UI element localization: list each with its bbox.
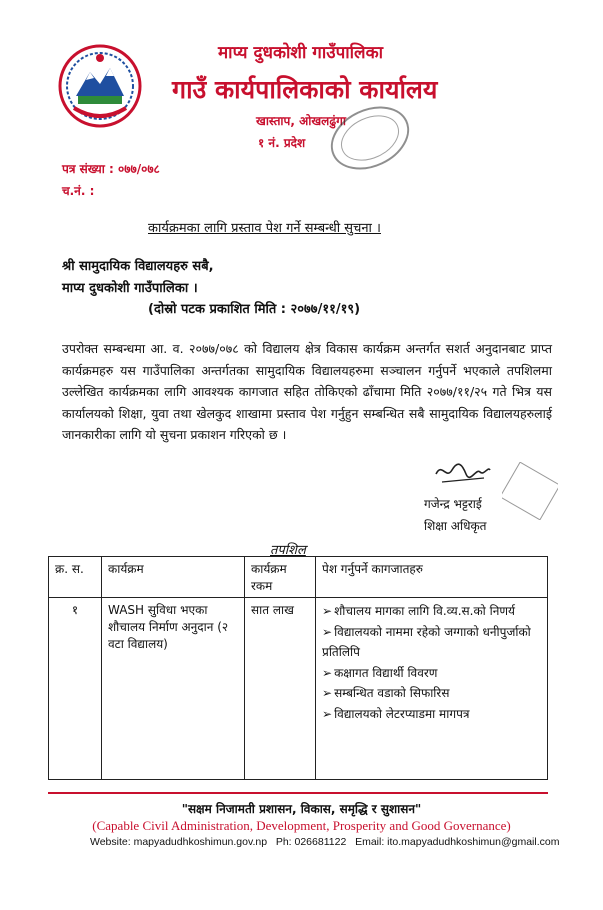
- recipient-line-1: श्री सामुदायिक विद्यालयहरु सबै,: [62, 259, 214, 274]
- contact-line: [90, 836, 559, 848]
- subject-line: कार्यक्रमका लागि प्रस्ताव पेश गर्ने सम्बन्धी सुचना ।: [148, 221, 381, 236]
- doc-item: ➢ विद्यालयको लेटरप्याडमा मागपत्र: [322, 704, 541, 725]
- row-program: WASH सुविधा भएका शौचालय निर्माण अनुदान (२ वटा विद्यालय): [102, 598, 245, 780]
- row-amount: सात लाख: [245, 598, 316, 780]
- office-name: गाउँ कार्यपालिकाको कार्यालय: [172, 75, 438, 104]
- municipality-name: माप्य दुधकोशी गाउँपालिका: [218, 43, 384, 63]
- office-address: खास्ताप, ओखलढुंगा: [256, 114, 346, 128]
- signatory-post: शिक्षा अधिकृत: [424, 519, 487, 533]
- signatory-name: गजेन्द्र भट्टराई: [424, 497, 482, 511]
- header-docs: पेश गर्नुपर्ने कागजातहरु: [316, 557, 548, 598]
- recipient-line-2: माप्य दुधकोशी गाउँपालिका ।: [62, 281, 198, 296]
- signature-icon: [432, 458, 494, 488]
- dispatch-number: च.नं. :: [62, 184, 95, 198]
- signatory-stamp-icon: [502, 462, 558, 520]
- doc-item: ➢ कक्षागत विद्यार्थी विवरण: [322, 663, 541, 684]
- notice-body: उपरोक्त सम्बन्धमा आ. व. २०७७/०७८ को विद्यालय क्षेत्र विकास कार्यक्रम अन्तर्गत सशर्त अनुदानबाट प्राप्त कार्यक्रमहरु यस गाउँपालिका अन्तर्गतका सामुदायिक विद्यालयहरुमा सञ्चालन गर्नुपर्ने भएकाले तपशिलमा उल्लेखित कार्यक्रमका लागि आवश्यक कागजात सहित तोकिएको ढाँचामा मिति २०७७/११/२५ गते भित्र यस कार्यालयको शिक्षा, युवा तथा खेलकुद शाखामा प्रस्ताव पेश गर्नुहुन सम्बन्धित सबै सामुदायिक विद्यालयहरुलाई जानकारीका लागि यो सुचना प्रकाशन गरिएको छ ।: [62, 341, 552, 442]
- header-amount: कार्यक्रम रकम: [245, 557, 316, 598]
- doc-item: ➢ शौचालय मागका लागि वि.व्य.स.को निणर्य: [322, 601, 541, 622]
- table-header-row: [49, 557, 548, 598]
- header-program: कार्यक्रम: [102, 557, 245, 598]
- website-text: Website: mapyadudhkoshimun.gov.np: [90, 836, 268, 848]
- header-sn: क्र. स.: [49, 557, 102, 598]
- motto-nepali: "सक्षम निजामती प्रशासन, विकास, समृद्धि र सुशासन": [181, 802, 422, 816]
- letter-number: पत्र संख्या : ०७७/०७८: [62, 162, 160, 176]
- phone-text: Ph: 026681122: [275, 836, 347, 848]
- publish-date: (दोस्रो पटक प्रकाशित मिति : २०७७/११/१९): [148, 302, 361, 317]
- motto-english: (Capable Civil Administration, Development, Prosperity and Good Governance): [92, 818, 511, 833]
- table-caption: तपशिल: [270, 543, 306, 558]
- row-docs: [316, 598, 548, 780]
- row-sn: १: [49, 598, 102, 780]
- footer-divider: [48, 792, 548, 794]
- doc-item: ➢ विद्यालयको नाममा रहेको जग्गाको धनीपुर्जाको प्रतिलिपि: [322, 622, 541, 663]
- schedule-table: [48, 556, 548, 780]
- office-stamp-icon: [306, 100, 414, 170]
- email-text: Email: ito.mapyadudhkoshimun@gmail.com: [355, 836, 560, 848]
- province: १ नं. प्रदेश: [258, 136, 306, 150]
- nepal-emblem-icon: [58, 44, 142, 128]
- table-row: [49, 598, 548, 780]
- doc-item: ➢ सम्बन्धित वडाको सिफारिस: [322, 683, 541, 704]
